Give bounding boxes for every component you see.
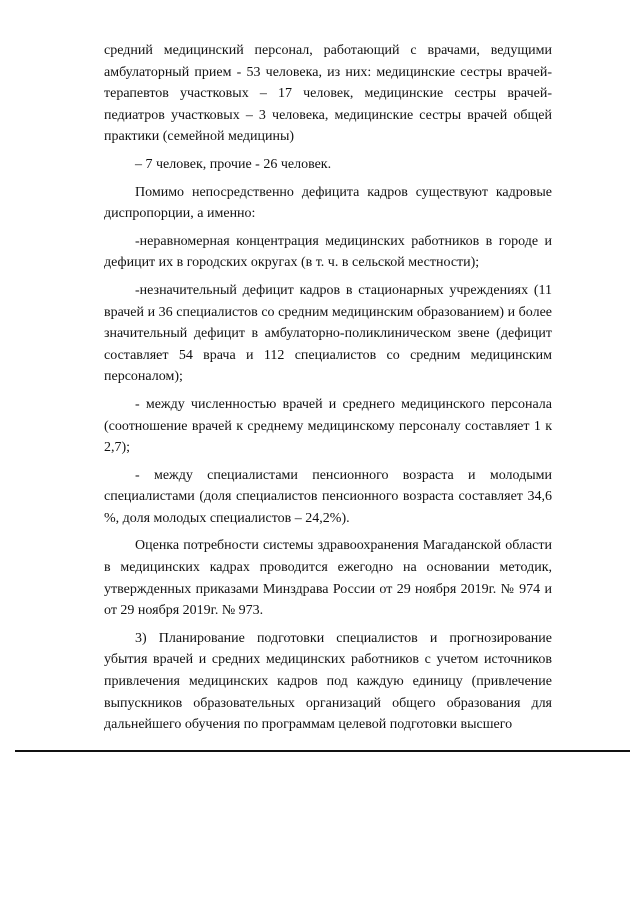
paragraph-uneven-concentration: -неравномерная концентрация медицинских работников в городе и дефицит их в городских округах (в т. ч. в сельской местности);: [104, 233, 552, 271]
paragraph-training-planning: 3) Планирование подготовки специалистов и прогнозирование убытия врачей и средних медицинских работников с учетом источников привлечения медицинских кадров под каждую единицу (привлечение выпускников образовательных организаций общего образования для дальнейшего обучения по программам целевой подготовки высшего: [104, 630, 552, 733]
document-body: [104, 40, 552, 742]
paragraph-nurses-other: – 7 человек, прочие - 26 человек.: [135, 156, 332, 172]
paragraph-disproportions-intro: Помимо непосредственно дефицита кадров существуют кадровые диспропорции, а именно:: [104, 184, 552, 222]
paragraph-inpatient-deficit: -незначительный дефицит кадров в стационарных учреждениях (11 врачей и 36 специалистов со средним медицинским образованием) и более значительный дефицит в амбулаторно-поликлиническом звене (дефицит составляет 54 врача и 112 специалистов со средним медицинским персоналом);: [104, 282, 552, 385]
paragraph-needs-assessment: Оценка потребности системы здравоохранения Магаданской области в медицинских кадрах проводится ежегодно на основании методик, утвержденных приказами Минздрава России от 29 ноября 2019г. № 974 и от 29 ноября 2019г. № 973.: [104, 538, 552, 619]
paragraph-doctor-nurse-ratio: - между численностью врачей и среднего медицинского персонала (соотношение врачей к среднему медицинскому персоналу составляет 1 к 2,7);: [104, 396, 552, 456]
paragraph-age-distribution: - между специалистами пенсионного возраста и молодыми специалистами (доля специалистов пенсионного возраста составляет 34,6 %, доля молодых специалистов – 24,2%).: [104, 467, 552, 526]
page-separator-line: [15, 750, 630, 752]
paragraph-nurses-staff: средний медицинский персонал, работающий с врачами, ведущими амбулаторный прием - 53 человека, из них: медицинские сестры врачей-терапевтов участковых – 17 человек, медицинские сестры врачей-педиатров участковых – 3 человека, медицинские сестры врачей общей практики (семейной медицины): [104, 43, 552, 145]
